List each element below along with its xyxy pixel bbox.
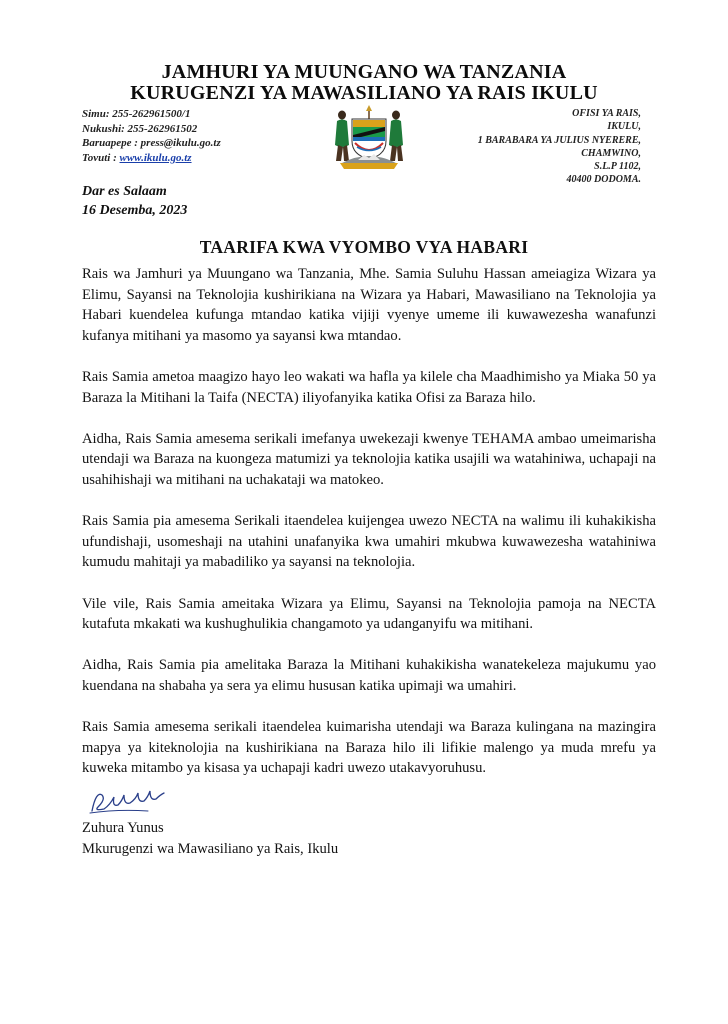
paragraph: Vile vile, Rais Samia ameitaka Wizara ya Elimu, Sayansi na Teknolojia pamoja na NECTA kutafuta mkakati wa kushughulikia changamoto ya udanganyifu wa mitihani. [82,595,656,633]
signer-name: Zuhura Yunus [82,820,164,836]
signer-block [82,818,338,860]
website-link[interactable]: www.ikulu.go.tz [119,151,192,164]
address-line-1: OFISI YA RAIS, [572,108,641,119]
coat-of-arms-icon [328,105,410,171]
signer-title: Mkurugenzi wa Mawasiliano ya Rais, Ikulu [82,841,339,857]
paragraph: Aidha, Rais Samia pia amelitaka Baraza la Mitihani kuhakikisha wanatekeleza majukumu yao kuendana na shabaha ya sera ya elimu hususan katika upimaji wa umahiri. [82,657,656,694]
paragraph: Rais wa Jamhuri ya Muungano wa Tanzania, Mhe. Samia Suluhu Hassan ameiagiza Wizara ya Elimu, Sayansi na Teknolojia kushirikiana na Wizara ya Habari, Mawasiliano na Teknolojia ya Habari kuendelea kufunga mtandao katika vijiji vyenye umeme ili kuwawezesha wanafunzi kufanya mitihani ya masomo ya sayansi kwa mtandao. [82,266,656,344]
fax-number: Nukushi: 255-262961502 [82,122,198,135]
website-line [82,151,302,166]
place: Dar es Salaam [82,184,167,199]
address-line-2: IKULU, [607,121,641,133]
paragraph: Rais Samia ametoa maagizo hayo leo wakati wa hafla ya kilele cha Maadhimisho ya Miaka 50 ya Baraza la Mitihani la Taifa (NECTA) iliyofanyika katika Ofisi za Baraza hilo. [82,368,656,406]
email-address: Baruapepe : press@ikulu.go.tz [82,137,221,149]
address-line-5: S.L.P 1102, [594,161,641,173]
body-text [82,264,656,799]
address-line-6: 40400 DODOMA. [566,174,641,186]
document-heading: TAARIFA KWA VYOMBO VYA HABARI [199,237,529,257]
paragraph: Rais Samia pia amesema Serikali itaendelea kuijengea uwezo NECTA na walimu ili kuhakikisha ufundishaji, usomeshaji na utahini unafanyika kwa umahiri mkubwa kuwawezesha watahiniwa kumudu mahitaji ya mabadiliko ya sayansi na teknolojia. [82,513,656,571]
date-block [82,182,187,220]
signature-icon [88,785,170,819]
address-line-3: 1 BARABARA YA JULIUS NYERERE, [477,134,641,146]
header-title: JAMHURI YA MUUNGANO WA TANZANIA [161,61,567,83]
phone-number: Simu: 255-262961500/1 [82,108,191,120]
contact-left [82,107,302,165]
release-date: 16 Desemba, 2023 [82,203,188,218]
address-line-4: CHAMWINO, [581,147,641,159]
paragraph: Aidha, Rais Samia amesema serikali imefanya uwekezaji kwenye TEHAMA ambao umeimarisha utendaji wa Baraza na kuongeza matumizi ya teknolojia katika usajili wa watahiniwa, uchapaji na usahihishaji wa mitihani na uchakataji wa matokeo. [82,430,656,488]
website-label: Tovuti : [82,151,120,164]
contact-right [421,107,641,187]
paragraph: Rais Samia amesema serikali itaendelea kuimarisha utendaji wa Baraza kulingana na mazingira mapya ya kiteknolojia na kushirikiana na Baraza hilo ili lifikie malengo ya muda mrefu ya kuweka mitambo ya kisasa ya uchapaji kadri uwezo utakavyoruhusu. [82,719,656,777]
header-subtitle: KURUGENZI YA MAWASILIANO YA RAIS IKULU [130,82,598,104]
